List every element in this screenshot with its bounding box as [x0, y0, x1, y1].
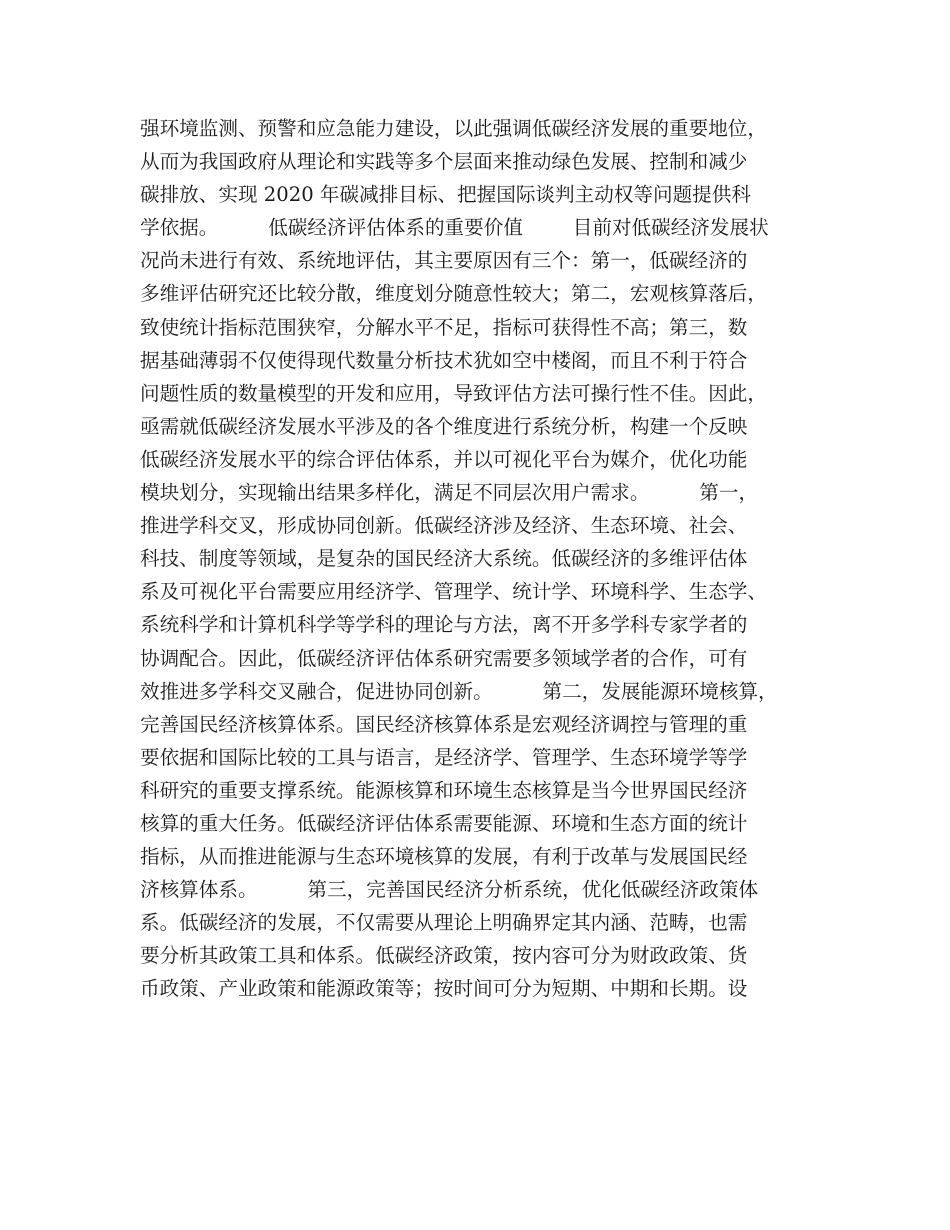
text-line: 系及可视化平台需要应用经济学、管理学、统计学、环境科学、生态学、 [140, 580, 767, 604]
text-line: 科技、制度等领域，是复杂的国民经济大系统。低碳经济的多维评估体 [140, 547, 748, 571]
text-line: 问题性质的数量模型的开发和应用，导致评估方法可操行性不佳。因此， [140, 381, 767, 405]
text-line: 致使统计指标范围狭窄，分解水平不足，指标可获得性不高；第三，数 [140, 315, 748, 339]
text-line: 要依据和国际比较的工具与语言，是经济学、管理学、生态环境学等学 [140, 745, 748, 769]
text-line: 效推进多学科交叉融合，促进协同创新。 第二，发展能源环境核算， [140, 679, 778, 703]
text-line: 多维评估研究还比较分散，维度划分随意性较大；第二，宏观核算落后， [140, 282, 767, 306]
text-line: 完善国民经济核算体系。国民经济核算体系是宏观经济调控与管理的重 [140, 712, 748, 736]
text-line: 据基础薄弱不仅使得现代数量分析技术犹如空中楼阁，而且不利于符合 [140, 348, 748, 372]
text-line: 系。低碳经济的发展，不仅需要从理论上明确界定其内涵、范畴，也需 [140, 911, 748, 935]
text-line: 况尚未进行有效、系统地评估，其主要原因有三个：第一，低碳经济的 [140, 249, 748, 273]
text-line: 币政策、产业政策和能源政策等；按时间可分为短期、中期和长期。设 [140, 977, 748, 1001]
text-line: 从而为我国政府从理论和实践等多个层面来推动绿色发展、控制和减少 [140, 150, 748, 174]
text-line: 要分析其政策工具和体系。低碳经济政策，按内容可分为财政政策、货 [140, 944, 748, 968]
text-line: 济核算体系。 第三，完善国民经济分析系统，优化低碳经济政策体 [140, 878, 759, 902]
text-line: 模块划分，实现输出结果多样化，满足不同层次用户需求。 第一， [140, 481, 759, 505]
text-line: 系统科学和计算机科学等学科的理论与方法，离不开多学科专家学者的 [140, 613, 748, 637]
text-line: 碳排放、实现 2020 年碳减排目标、把握国际谈判主动权等问题提供科 [140, 183, 751, 207]
text-line: 核算的重大任务。低碳经济评估体系需要能源、环境和生态方面的统计 [140, 811, 748, 835]
text-line: 强环境监测、预警和应急能力建设，以此强调低碳经济发展的重要地位， [140, 117, 767, 140]
text-line: 协调配合。因此，低碳经济评估体系研究需要多领域学者的合作，可有 [140, 646, 748, 670]
body-text [140, 112, 830, 1006]
text-line: 低碳经济发展水平的综合评估体系，并以可视化平台为媒介，优化功能 [140, 447, 748, 471]
text-line: 亟需就低碳经济发展水平涉及的各个维度进行系统分析，构建一个反映 [140, 414, 748, 438]
text-line: 学依据。 低碳经济评估体系的重要价值 目前对低碳经济发展状 [140, 216, 769, 240]
text-line: 推进学科交叉，形成协同创新。低碳经济涉及经济、生态环境、社会、 [140, 514, 748, 538]
text-line: 科研究的重要支撑系统。能源核算和环境生态核算是当今世界国民经济 [140, 778, 748, 802]
text-line: 指标，从而推进能源与生态环境核算的发展，有利于改革与发展国民经 [140, 845, 748, 869]
